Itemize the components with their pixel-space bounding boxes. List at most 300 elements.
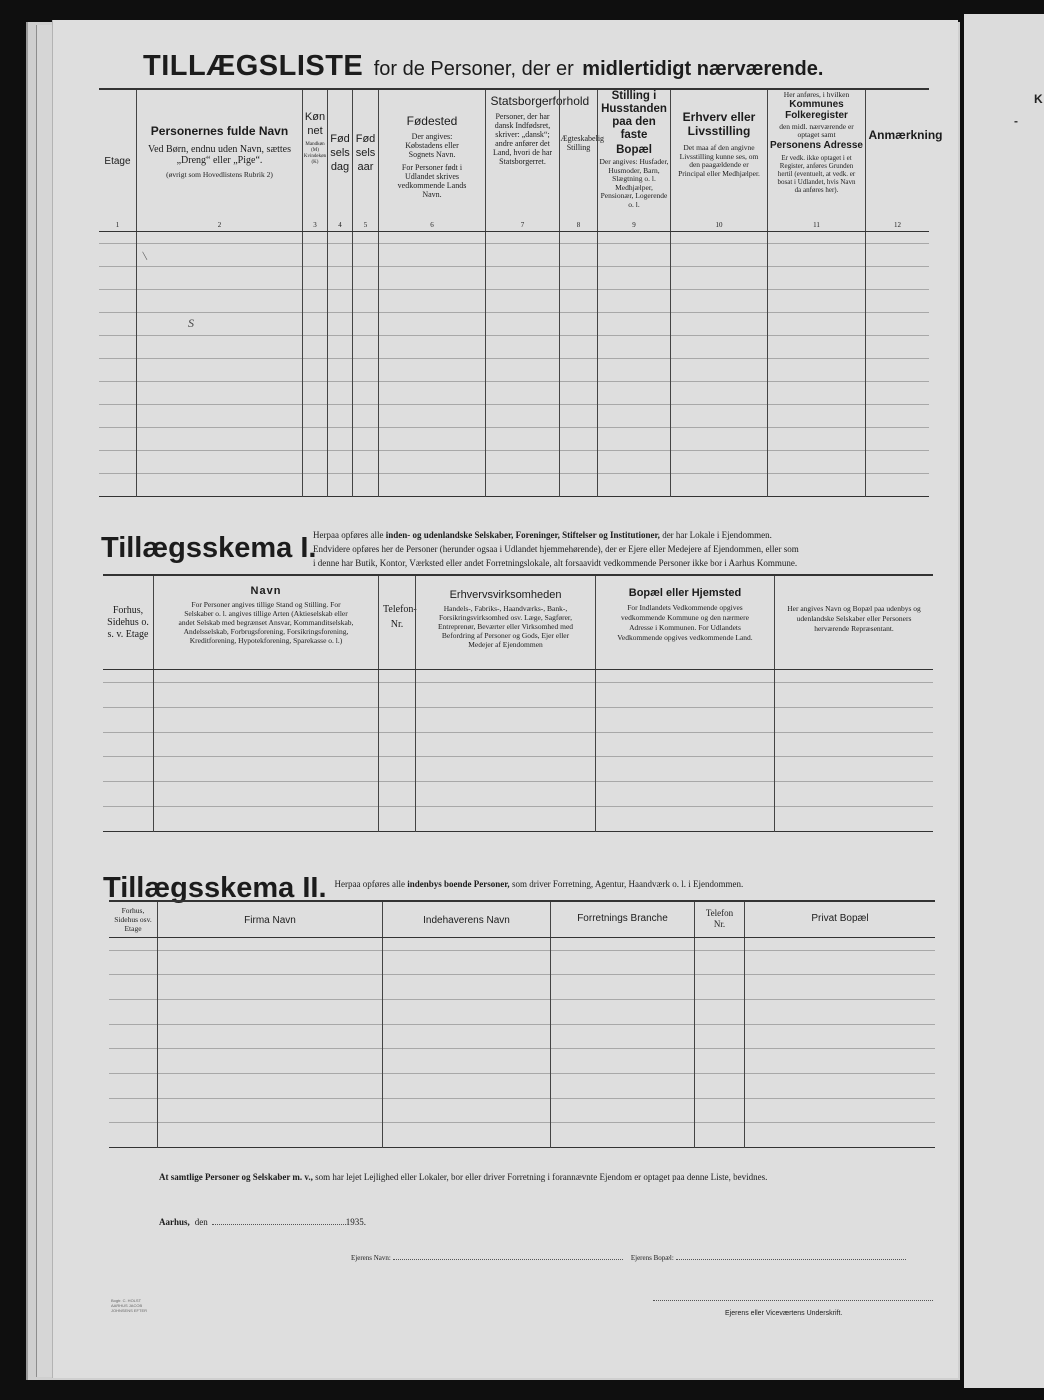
form-cell[interactable] bbox=[559, 313, 597, 336]
form-cell[interactable] bbox=[302, 290, 327, 313]
form-cell[interactable] bbox=[352, 313, 378, 336]
form-cell[interactable] bbox=[694, 1098, 744, 1123]
form-row bbox=[109, 1123, 935, 1148]
form-cell[interactable] bbox=[109, 1123, 157, 1148]
form-cell[interactable] bbox=[415, 757, 595, 782]
form-cell[interactable] bbox=[597, 451, 670, 474]
owner-line bbox=[351, 1254, 906, 1262]
form-cell[interactable] bbox=[865, 451, 929, 474]
form-cell[interactable] bbox=[157, 1024, 382, 1049]
form-cell[interactable] bbox=[415, 732, 595, 757]
form-cell[interactable] bbox=[327, 474, 352, 497]
form-cell[interactable] bbox=[302, 232, 327, 244]
form-cell[interactable] bbox=[485, 244, 559, 267]
form-cell[interactable] bbox=[744, 1000, 935, 1025]
form-cell[interactable] bbox=[670, 290, 767, 313]
form-cell[interactable] bbox=[415, 682, 595, 707]
form-cell[interactable] bbox=[670, 405, 767, 428]
list-title-end: midlertidigt nærværende. bbox=[582, 58, 824, 80]
form-cell[interactable] bbox=[550, 975, 694, 1000]
skema2-col-branch: Forretnings Branche bbox=[550, 902, 694, 937]
form-cell[interactable] bbox=[485, 428, 559, 451]
form-cell[interactable] bbox=[136, 336, 302, 359]
form-cell[interactable] bbox=[136, 474, 302, 497]
form-cell[interactable] bbox=[157, 950, 382, 975]
form-cell[interactable] bbox=[485, 382, 559, 405]
form-cell[interactable] bbox=[415, 670, 595, 682]
list-header bbox=[99, 88, 943, 232]
form-cell[interactable] bbox=[153, 670, 378, 682]
form-cell[interactable] bbox=[485, 405, 559, 428]
skema1-col-residence: Bopæl eller Hjemsted For Indlandets Vedkommende opgives vedkommende Kommune og den nærmere Adresse i Kommunen. For Udlandets Vedkommende opgives vedkommende Land. bbox=[595, 576, 774, 669]
list-table bbox=[99, 232, 929, 497]
form-cell[interactable] bbox=[153, 757, 378, 782]
form-cell[interactable] bbox=[865, 267, 929, 290]
form-cell[interactable] bbox=[99, 336, 136, 359]
form-cell[interactable] bbox=[485, 336, 559, 359]
skema1-col-phone: Telefon-Nr. bbox=[378, 576, 415, 669]
form-cell[interactable] bbox=[550, 1024, 694, 1049]
form-cell[interactable] bbox=[865, 428, 929, 451]
form-cell[interactable] bbox=[352, 428, 378, 451]
list-title-main: TILLÆGSLISTE bbox=[143, 50, 364, 82]
form-cell[interactable] bbox=[415, 782, 595, 807]
form-cell[interactable] bbox=[767, 405, 865, 428]
form-cell[interactable] bbox=[378, 474, 485, 497]
form-row bbox=[109, 1000, 935, 1025]
owner-name-label: Ejerens Navn: bbox=[351, 1254, 391, 1262]
list-col-birthplace: Fødested Der angives: Købstadens eller Sognets Navn. For Personer født i Udlandet skrives vedkommende Lands Navn. 6 bbox=[378, 90, 485, 231]
form-page bbox=[52, 20, 958, 1378]
form-cell[interactable] bbox=[99, 267, 136, 290]
form-cell[interactable] bbox=[595, 732, 774, 757]
form-cell[interactable] bbox=[550, 1123, 694, 1148]
form-cell[interactable] bbox=[774, 782, 933, 807]
form-cell[interactable] bbox=[352, 405, 378, 428]
form-cell[interactable] bbox=[382, 975, 550, 1000]
form-cell[interactable] bbox=[550, 938, 694, 950]
form-cell[interactable] bbox=[694, 1000, 744, 1025]
form-cell[interactable] bbox=[136, 382, 302, 405]
form-row bbox=[99, 267, 929, 290]
form-cell[interactable] bbox=[382, 1098, 550, 1123]
form-cell[interactable] bbox=[550, 1074, 694, 1099]
form-cell[interactable] bbox=[157, 975, 382, 1000]
form-cell[interactable] bbox=[767, 313, 865, 336]
skema1-text-c: der har Lokale i Ejendommen. bbox=[662, 530, 772, 540]
form-cell[interactable] bbox=[597, 244, 670, 267]
skema2-col-floor: Forhus, Sidehus osv. Etage bbox=[114, 906, 152, 933]
form-cell[interactable] bbox=[865, 474, 929, 497]
form-cell[interactable] bbox=[302, 428, 327, 451]
form-cell[interactable] bbox=[559, 382, 597, 405]
form-cell[interactable] bbox=[136, 290, 302, 313]
list-col-registry: Her anføres, i hvilken Kommunes Folkeregister den midl. nærværende er optaget samt Personens Adresse Er vedk. ikke optaget i et Register, anføres Grunden hertil (eventuelt, at vedk. er bosat i Udlandet, hvis Navn da anføres her). 11 bbox=[767, 90, 865, 231]
form-row bbox=[99, 313, 929, 336]
form-cell[interactable] bbox=[485, 232, 559, 244]
form-cell[interactable] bbox=[103, 732, 153, 757]
form-cell[interactable] bbox=[694, 950, 744, 975]
declaration-text: som har lejet Lejlighed eller Lokaler, bor eller driver Forretning i forannævnte Ejendom er optaget paa denne Liste, bevidnes. bbox=[315, 1172, 768, 1182]
declaration-bold: At samtlige Personer og Selskaber m. v., bbox=[159, 1172, 313, 1182]
form-cell[interactable] bbox=[378, 336, 485, 359]
form-cell[interactable] bbox=[327, 244, 352, 267]
form-cell[interactable] bbox=[485, 290, 559, 313]
form-cell[interactable] bbox=[694, 1049, 744, 1074]
form-row bbox=[99, 382, 929, 405]
form-cell[interactable] bbox=[136, 267, 302, 290]
form-row bbox=[103, 670, 933, 682]
form-cell[interactable] bbox=[157, 1049, 382, 1074]
list-col-remarks: Anmærkning 12 bbox=[865, 90, 929, 231]
handwritten-mark: \ bbox=[141, 247, 148, 264]
form-cell[interactable] bbox=[157, 1074, 382, 1099]
form-cell[interactable] bbox=[865, 382, 929, 405]
form-cell[interactable] bbox=[595, 707, 774, 732]
form-cell[interactable] bbox=[865, 290, 929, 313]
form-cell[interactable] bbox=[559, 451, 597, 474]
form-cell[interactable] bbox=[302, 313, 327, 336]
form-cell[interactable] bbox=[352, 382, 378, 405]
form-cell[interactable] bbox=[670, 382, 767, 405]
skema1-text-b: inden- og udenlandske Selskaber, Foreninger, Stiftelser og Institutioner, bbox=[385, 530, 660, 540]
form-cell[interactable] bbox=[327, 267, 352, 290]
list-col-birthday: Fødselsdag 4 bbox=[327, 90, 352, 231]
facing-page-text: K bbox=[1034, 92, 1043, 106]
form-cell[interactable] bbox=[157, 1123, 382, 1148]
form-cell[interactable] bbox=[352, 290, 378, 313]
form-cell[interactable] bbox=[153, 732, 378, 757]
form-cell[interactable] bbox=[767, 232, 865, 244]
form-cell[interactable] bbox=[103, 670, 153, 682]
form-cell[interactable] bbox=[670, 232, 767, 244]
owner-address-field[interactable] bbox=[676, 1259, 906, 1260]
form-cell[interactable] bbox=[670, 313, 767, 336]
form-cell[interactable] bbox=[378, 782, 415, 807]
form-cell[interactable] bbox=[352, 359, 378, 382]
form-cell[interactable] bbox=[767, 359, 865, 382]
form-cell[interactable] bbox=[99, 359, 136, 382]
form-cell[interactable] bbox=[136, 232, 302, 244]
form-cell[interactable] bbox=[103, 807, 153, 832]
form-cell[interactable] bbox=[109, 1098, 157, 1123]
form-cell[interactable] bbox=[327, 359, 352, 382]
form-cell[interactable] bbox=[597, 313, 670, 336]
form-cell[interactable] bbox=[559, 267, 597, 290]
form-row bbox=[103, 732, 933, 757]
form-cell[interactable] bbox=[378, 807, 415, 832]
form-cell[interactable] bbox=[774, 807, 933, 832]
form-cell[interactable] bbox=[382, 950, 550, 975]
form-cell[interactable] bbox=[485, 359, 559, 382]
printer-mark: Bogtr. C. HOLST AARHUS JACOB JOHNSENS EFTER bbox=[111, 1298, 148, 1313]
form-cell[interactable] bbox=[327, 336, 352, 359]
owner-name-field[interactable] bbox=[393, 1259, 623, 1260]
form-cell[interactable] bbox=[378, 670, 415, 682]
form-cell[interactable] bbox=[382, 1123, 550, 1148]
form-cell[interactable] bbox=[774, 682, 933, 707]
form-cell[interactable] bbox=[109, 1074, 157, 1099]
form-cell[interactable] bbox=[302, 336, 327, 359]
form-cell[interactable] bbox=[595, 682, 774, 707]
form-cell[interactable] bbox=[744, 1098, 935, 1123]
form-cell[interactable] bbox=[99, 313, 136, 336]
form-cell[interactable] bbox=[352, 451, 378, 474]
form-cell[interactable] bbox=[157, 938, 382, 950]
form-cell[interactable] bbox=[744, 950, 935, 975]
form-cell[interactable] bbox=[559, 232, 597, 244]
form-cell[interactable] bbox=[352, 232, 378, 244]
form-cell[interactable] bbox=[485, 474, 559, 497]
form-cell[interactable] bbox=[744, 1049, 935, 1074]
form-row bbox=[99, 290, 929, 313]
form-cell[interactable] bbox=[327, 290, 352, 313]
form-cell[interactable] bbox=[378, 757, 415, 782]
handwritten-mark: S bbox=[188, 316, 194, 330]
form-cell[interactable] bbox=[774, 757, 933, 782]
form-cell[interactable] bbox=[865, 336, 929, 359]
owner-address-label: Ejerens Bopæl: bbox=[630, 1254, 674, 1262]
form-cell[interactable] bbox=[550, 1049, 694, 1074]
form-cell[interactable] bbox=[559, 290, 597, 313]
form-cell[interactable] bbox=[136, 451, 302, 474]
form-cell[interactable] bbox=[595, 757, 774, 782]
form-cell[interactable] bbox=[153, 807, 378, 832]
form-row bbox=[109, 950, 935, 975]
form-cell[interactable] bbox=[103, 782, 153, 807]
form-cell[interactable] bbox=[865, 405, 929, 428]
form-cell[interactable] bbox=[597, 382, 670, 405]
form-cell[interactable] bbox=[99, 290, 136, 313]
form-cell[interactable] bbox=[103, 757, 153, 782]
form-cell[interactable] bbox=[136, 313, 302, 336]
form-cell[interactable] bbox=[109, 950, 157, 975]
form-cell[interactable] bbox=[670, 359, 767, 382]
form-cell[interactable] bbox=[109, 1024, 157, 1049]
form-cell[interactable] bbox=[767, 474, 865, 497]
form-cell[interactable] bbox=[302, 382, 327, 405]
form-cell[interactable] bbox=[382, 1074, 550, 1099]
form-cell[interactable] bbox=[559, 474, 597, 497]
date-label: den bbox=[194, 1217, 208, 1227]
form-cell[interactable] bbox=[378, 382, 485, 405]
list-title bbox=[143, 50, 943, 83]
list-col-occupation: Erhverv eller Livsstilling Det maa af den angivne Livsstilling kunne ses, om den paagældende er Principal eller Medhjælper. 10 bbox=[670, 90, 767, 231]
form-cell[interactable] bbox=[302, 359, 327, 382]
form-cell[interactable] bbox=[302, 474, 327, 497]
form-row bbox=[99, 336, 929, 359]
skema1-title: Tillægsskema I. bbox=[101, 532, 317, 564]
form-cell[interactable] bbox=[485, 313, 559, 336]
form-cell[interactable] bbox=[382, 938, 550, 950]
form-cell[interactable] bbox=[559, 428, 597, 451]
form-cell[interactable] bbox=[595, 782, 774, 807]
form-cell[interactable] bbox=[767, 290, 865, 313]
form-cell[interactable] bbox=[767, 382, 865, 405]
form-cell[interactable] bbox=[550, 950, 694, 975]
form-cell[interactable] bbox=[327, 405, 352, 428]
form-cell[interactable] bbox=[865, 244, 929, 267]
form-cell[interactable] bbox=[378, 682, 415, 707]
list-col-gender: Kønnet Mandkøn (M) Kvindekøn (K) 3 bbox=[302, 90, 327, 231]
form-cell[interactable] bbox=[99, 382, 136, 405]
form-cell[interactable] bbox=[744, 938, 935, 950]
form-cell[interactable] bbox=[550, 1000, 694, 1025]
form-cell[interactable] bbox=[597, 267, 670, 290]
form-cell[interactable] bbox=[109, 975, 157, 1000]
form-cell[interactable] bbox=[378, 405, 485, 428]
form-cell[interactable] bbox=[327, 428, 352, 451]
form-cell[interactable] bbox=[99, 244, 136, 267]
form-cell[interactable] bbox=[415, 707, 595, 732]
form-row bbox=[99, 359, 929, 382]
form-cell[interactable] bbox=[136, 428, 302, 451]
form-cell[interactable] bbox=[382, 1049, 550, 1074]
form-cell[interactable] bbox=[774, 732, 933, 757]
form-cell[interactable] bbox=[774, 707, 933, 732]
form-row bbox=[109, 1024, 935, 1049]
form-cell[interactable] bbox=[767, 451, 865, 474]
form-cell[interactable] bbox=[327, 232, 352, 244]
form-cell[interactable] bbox=[694, 1123, 744, 1148]
form-cell[interactable] bbox=[327, 451, 352, 474]
skema2-col-phone: Telefon Nr. bbox=[694, 902, 744, 937]
form-cell[interactable] bbox=[595, 807, 774, 832]
form-cell[interactable] bbox=[767, 267, 865, 290]
form-cell[interactable] bbox=[595, 670, 774, 682]
date-field[interactable] bbox=[212, 1224, 346, 1225]
signature-field[interactable] bbox=[653, 1300, 933, 1301]
form-cell[interactable] bbox=[670, 336, 767, 359]
form-cell[interactable] bbox=[744, 975, 935, 1000]
list-title-middle: for de Personer, der er bbox=[373, 58, 574, 80]
form-cell[interactable] bbox=[694, 975, 744, 1000]
form-cell[interactable] bbox=[157, 1000, 382, 1025]
form-cell[interactable] bbox=[694, 1074, 744, 1099]
skema1-table bbox=[103, 670, 933, 832]
form-cell[interactable] bbox=[865, 359, 929, 382]
skema1-col-business: Erhvervsvirksomheden Handels-, Fabriks-, Haandværks-, Bank-, Forsikringsvirksomhed osv. Læge, Sagfører, Entreprenør, Beværter eller Virksomhed med Befordring af Personer og Gods, Ejer eller Medejer af Ejendommen bbox=[415, 576, 595, 669]
form-cell[interactable] bbox=[744, 1074, 935, 1099]
form-cell[interactable] bbox=[99, 232, 136, 244]
form-cell[interactable] bbox=[99, 405, 136, 428]
form-cell[interactable] bbox=[485, 267, 559, 290]
form-cell[interactable] bbox=[774, 670, 933, 682]
form-cell[interactable] bbox=[597, 336, 670, 359]
form-cell[interactable] bbox=[103, 682, 153, 707]
form-cell[interactable] bbox=[352, 244, 378, 267]
form-cell[interactable] bbox=[767, 244, 865, 267]
form-row bbox=[103, 757, 933, 782]
form-row bbox=[103, 682, 933, 707]
form-cell[interactable] bbox=[559, 405, 597, 428]
skema1-text-a: Herpaa opføres alle bbox=[313, 530, 384, 540]
form-cell[interactable] bbox=[597, 232, 670, 244]
form-cell[interactable] bbox=[597, 428, 670, 451]
facing-page-dash: - bbox=[1014, 114, 1018, 128]
skema1-line3: i denne har Butik, Kontor, Værksted eller andet Forretningslokale, alt forsaavidt vedkommende Personer ikke bor i Aarhus Kommune. bbox=[313, 558, 798, 568]
form-cell[interactable] bbox=[597, 474, 670, 497]
form-cell[interactable] bbox=[302, 244, 327, 267]
form-cell[interactable] bbox=[694, 1024, 744, 1049]
form-row bbox=[109, 938, 935, 950]
form-cell[interactable] bbox=[670, 474, 767, 497]
form-cell[interactable] bbox=[378, 232, 485, 244]
form-cell[interactable] bbox=[99, 451, 136, 474]
form-cell[interactable] bbox=[382, 1000, 550, 1025]
form-cell[interactable] bbox=[670, 267, 767, 290]
form-cell[interactable] bbox=[378, 428, 485, 451]
form-cell[interactable] bbox=[103, 707, 153, 732]
form-cell[interactable] bbox=[302, 405, 327, 428]
form-cell[interactable] bbox=[694, 938, 744, 950]
form-cell[interactable] bbox=[378, 707, 415, 732]
form-cell[interactable] bbox=[352, 267, 378, 290]
form-cell[interactable] bbox=[559, 336, 597, 359]
form-cell[interactable] bbox=[670, 428, 767, 451]
form-cell[interactable] bbox=[153, 707, 378, 732]
form-cell[interactable] bbox=[99, 474, 136, 497]
form-cell[interactable] bbox=[378, 267, 485, 290]
form-cell[interactable] bbox=[157, 1098, 382, 1123]
form-cell[interactable] bbox=[378, 732, 415, 757]
form-cell[interactable] bbox=[378, 451, 485, 474]
form-cell[interactable] bbox=[865, 313, 929, 336]
form-cell[interactable] bbox=[744, 1024, 935, 1049]
form-cell[interactable] bbox=[559, 359, 597, 382]
form-cell[interactable] bbox=[153, 782, 378, 807]
form-cell[interactable] bbox=[767, 336, 865, 359]
form-cell[interactable] bbox=[382, 1024, 550, 1049]
form-cell[interactable] bbox=[378, 290, 485, 313]
form-cell[interactable] bbox=[352, 336, 378, 359]
form-cell[interactable] bbox=[109, 1000, 157, 1025]
form-cell[interactable] bbox=[550, 1098, 694, 1123]
form-cell[interactable] bbox=[136, 244, 302, 267]
form-row bbox=[99, 405, 929, 428]
form-cell[interactable] bbox=[378, 244, 485, 267]
form-cell[interactable] bbox=[597, 290, 670, 313]
form-row bbox=[109, 1098, 935, 1123]
form-cell[interactable] bbox=[327, 382, 352, 405]
form-cell[interactable] bbox=[378, 359, 485, 382]
form-cell[interactable] bbox=[327, 313, 352, 336]
form-cell[interactable] bbox=[302, 451, 327, 474]
form-cell[interactable] bbox=[744, 1123, 935, 1148]
form-row bbox=[99, 474, 929, 497]
form-cell[interactable] bbox=[109, 938, 157, 950]
form-cell[interactable] bbox=[109, 1049, 157, 1074]
form-cell[interactable] bbox=[352, 474, 378, 497]
form-cell[interactable] bbox=[136, 405, 302, 428]
form-cell[interactable] bbox=[559, 244, 597, 267]
form-cell[interactable] bbox=[597, 359, 670, 382]
form-cell[interactable] bbox=[485, 451, 559, 474]
form-cell[interactable] bbox=[865, 232, 929, 244]
form-cell[interactable] bbox=[153, 682, 378, 707]
form-cell[interactable] bbox=[767, 428, 865, 451]
form-cell[interactable] bbox=[597, 405, 670, 428]
skema2-title: Tillægsskema II. bbox=[103, 872, 327, 904]
form-cell[interactable] bbox=[415, 807, 595, 832]
form-cell[interactable] bbox=[302, 267, 327, 290]
list-col-marital: Ægteskabelig Stilling 8 bbox=[559, 90, 597, 231]
form-cell[interactable] bbox=[378, 313, 485, 336]
form-cell[interactable] bbox=[136, 359, 302, 382]
form-cell[interactable] bbox=[99, 428, 136, 451]
form-cell[interactable] bbox=[670, 244, 767, 267]
form-cell[interactable] bbox=[670, 451, 767, 474]
